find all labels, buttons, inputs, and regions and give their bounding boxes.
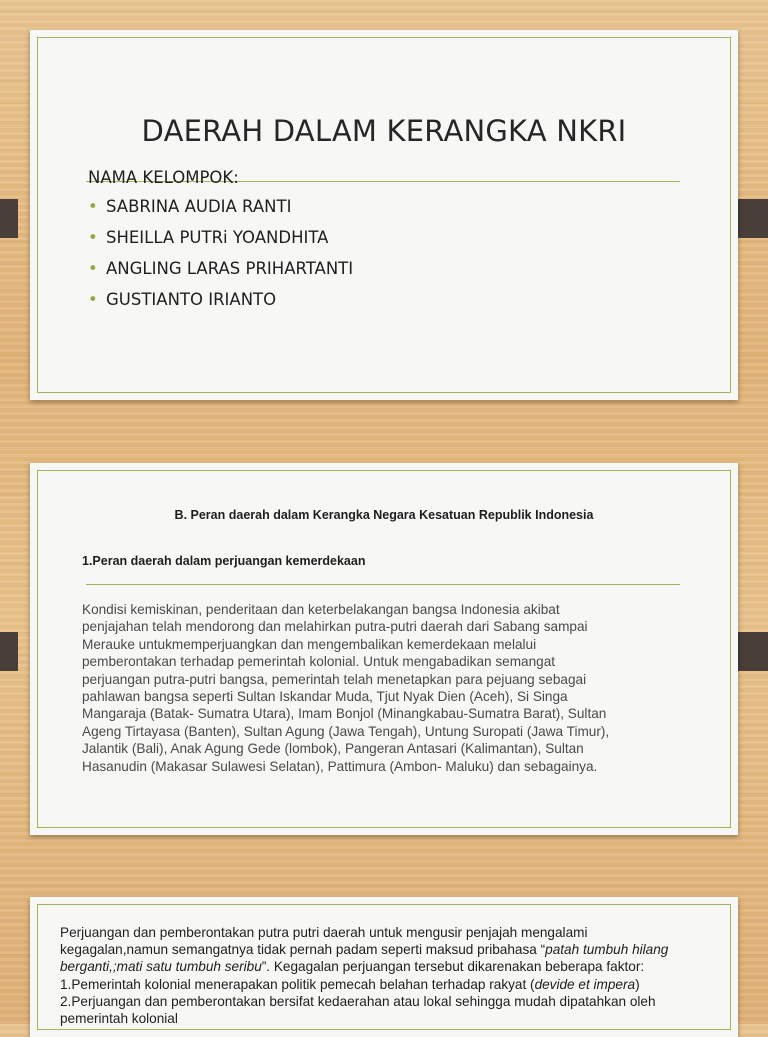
member-name: SHEILLA PUTRi YOANDHITA	[106, 228, 329, 247]
body-line: Merauke untukmemperjuangkan dan mengembalikan kemerdekaan melalui	[82, 636, 537, 652]
body-line	[60, 976, 720, 993]
body-line: penjajahan telah mendorong dan melahirkan putra-putri daerah dari Sabang sampai	[82, 619, 588, 635]
proverb-text: patah tumbuh hilang	[545, 942, 669, 958]
body-line: Kondisi kemiskinan, penderitaan dan keterbelakangan bangsa Indonesia akibat	[82, 602, 560, 617]
body-text: kegagalan,namun semangatnya tidak pernah padam seperti maksud pribahasa “	[60, 942, 546, 958]
body-text: 1.Pemerintah kolonial menerapakan politik pemecah belahan terhadap rakyat (	[60, 976, 535, 992]
group-heading: NAMA KELOMPOK:	[88, 168, 239, 187]
subheading-divider	[86, 584, 680, 585]
bullet-icon: •	[88, 197, 98, 216]
slide-content	[30, 463, 738, 835]
body-line: Jalantik (Bali), Anak Agung Gede (lombok), Pangeran Antasari (Kalimantan), Sultan	[82, 741, 584, 757]
body-line: pemerintah kolonial	[60, 1011, 178, 1027]
body-text: ”. Kegagalan perjuangan tersebut dikarenakan beberapa faktor:	[261, 959, 645, 975]
bullet-icon: •	[88, 228, 98, 247]
section-subheading: 1.Peran daerah dalam perjuangan kemerdekaan	[82, 554, 366, 568]
section-heading: B. Peran daerah dalam Kerangka Negara Kesatuan Republik Indonesia	[174, 508, 594, 522]
member-item	[88, 259, 353, 278]
body-line: Ageng Tirtayasa (Banten), Sultan Agung (Jawa Tengah), Untung Suropati (Jawa Timur),	[82, 723, 610, 739]
body-line: Hasanudin (Makasar Sulawesi Selatan), Pattimura (Ambon- Maluku) dan sebagainya.	[82, 758, 598, 774]
member-item	[88, 290, 276, 309]
body-line	[60, 941, 720, 958]
body-paragraph	[82, 601, 702, 775]
bullet-icon: •	[88, 290, 98, 309]
body-text: )	[635, 976, 640, 992]
slide-title	[30, 30, 738, 400]
member-name: ANGLING LARAS PRIHARTANTI	[106, 259, 354, 278]
body-line: pahlawan bangsa seperti Sultan Iskandar Muda, Tjut Nyak Dien (Aceh), Si Singa	[82, 689, 568, 705]
slide2-left-tab	[0, 632, 18, 671]
member-name: GUSTIANTO IRIANTO	[106, 290, 277, 309]
term-text: devide et impera	[534, 976, 636, 992]
slide1-left-tab	[0, 199, 18, 238]
body-line: perjuangan putra-putri bangsa, pemerintah telah menetapkan para pejuang sebagai	[82, 671, 587, 687]
presentation-title: DAERAH DALAM KERANGKA NKRI	[141, 114, 627, 148]
body-line: 2.Perjuangan dan pemberontakan bersifat kedaerahan atau lokal sehingga mudah dipatahkan oleh	[60, 993, 656, 1009]
proverb-text: berganti,;mati satu tumbuh seribu	[60, 959, 262, 975]
body-line: Perjuangan dan pemberontakan putra putri daerah untuk mengusir penjajah mengalami	[60, 925, 588, 940]
bullet-icon: •	[88, 259, 98, 278]
body-line: Mangaraja (Batak- Sumatra Utara), Imam Bonjol (Minangkabau-Sumatra Barat), Sultan	[82, 706, 607, 722]
body-line	[60, 958, 720, 975]
member-item	[88, 197, 291, 216]
member-name: SABRINA AUDIA RANTI	[106, 197, 292, 216]
body-paragraph	[60, 924, 720, 1027]
body-line: pemberontakan terhadap pemerintah kolonial. Untuk mengabadikan semangat	[82, 654, 556, 670]
member-item	[88, 228, 328, 247]
slide-continuation	[30, 897, 738, 1037]
